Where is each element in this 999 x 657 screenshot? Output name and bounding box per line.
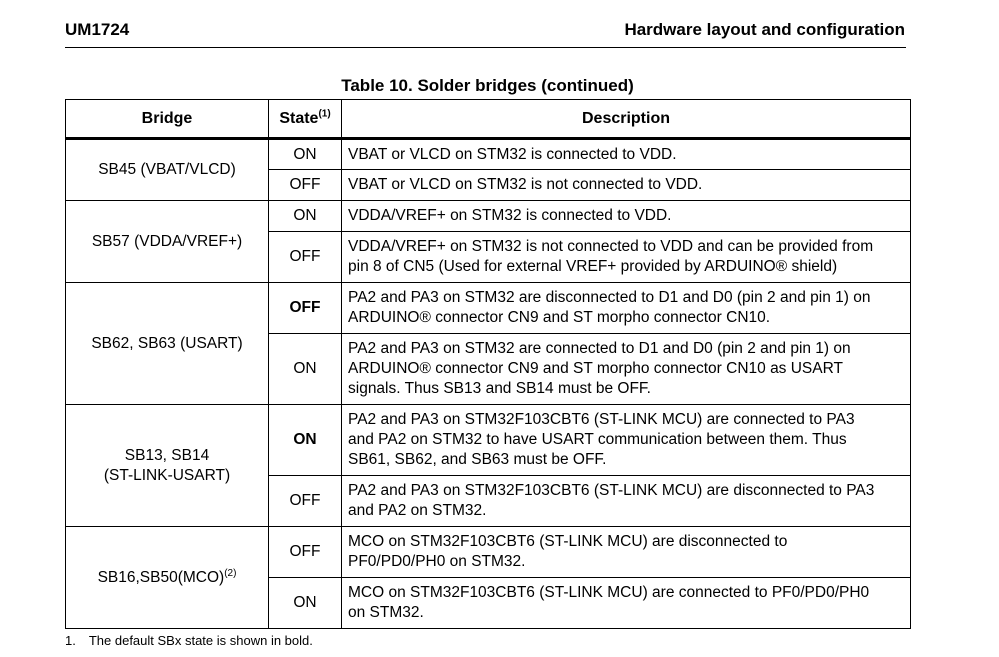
description-line: ARDUINO® connector CN9 and ST morpho connector CN10 as USART	[348, 360, 843, 377]
footnote-number: 1.	[65, 633, 76, 648]
table-caption: Table 10. Solder bridges (continued)	[341, 76, 634, 95]
description-cell	[342, 170, 911, 201]
column-header-state	[269, 100, 342, 139]
state-cell: ON	[269, 201, 342, 232]
description-line: SB61, SB62, and SB63 must be OFF.	[348, 451, 607, 468]
description-line: VDDA/VREF+ on STM32 is not connected to VDD and can be provided from	[348, 238, 874, 255]
description-line: and PA2 on STM32 to have USART communication between them. Thus	[348, 431, 847, 448]
state-cell: ON	[269, 405, 342, 476]
description-cell	[342, 476, 911, 527]
bridge-line: (ST-LINK-USART)	[103, 466, 231, 484]
table-row	[66, 201, 911, 232]
bridge-cell	[66, 527, 269, 629]
header-rule	[65, 47, 906, 48]
bridge-label: SB16,SB50(MCO)	[97, 568, 225, 586]
description-line: pin 8 of CN5 (Used for external VREF+ provided by ARDUINO® shield)	[348, 258, 838, 275]
column-header-bridge: Bridge	[66, 100, 269, 139]
table-footnote	[65, 633, 313, 648]
table-header-row	[66, 100, 911, 139]
description-line: VBAT or VLCD on STM32 is not connected to VDD.	[348, 176, 703, 193]
table-row	[66, 405, 911, 476]
bridge-cell: SB57 (VDDA/VREF+)	[66, 201, 269, 283]
state-cell: OFF	[269, 170, 342, 201]
state-header-footnote-ref: (1)	[318, 108, 331, 120]
table-row	[66, 527, 911, 578]
description-line: MCO on STM32F103CBT6 (ST-LINK MCU) are disconnected to	[348, 533, 788, 550]
description-cell	[342, 232, 911, 283]
state-header-label: State	[279, 109, 319, 127]
description-cell	[342, 139, 911, 170]
state-cell: ON	[269, 334, 342, 405]
description-line: PF0/PD0/PH0 on STM32.	[348, 553, 526, 570]
bridge-cell: SB45 (VBAT/VLCD)	[66, 139, 269, 201]
document-id: UM1724	[65, 20, 130, 39]
description-line: and PA2 on STM32.	[348, 502, 487, 519]
column-header-description: Description	[342, 100, 911, 139]
bridge-footnote-ref: (2)	[224, 567, 237, 579]
description-line: signals. Thus SB13 and SB14 must be OFF.	[348, 380, 651, 397]
solder-bridges-table	[65, 99, 911, 629]
section-title: Hardware layout and configuration	[624, 20, 905, 39]
bridge-cell	[66, 405, 269, 527]
description-cell	[342, 283, 911, 334]
description-cell	[342, 334, 911, 405]
state-cell: ON	[269, 139, 342, 170]
table-row	[66, 283, 911, 334]
description-line: VDDA/VREF+ on STM32 is connected to VDD.	[348, 207, 672, 224]
footnote-text: The default SBx state is shown in bold.	[88, 633, 313, 648]
description-cell	[342, 578, 911, 629]
description-line: ARDUINO® connector CN9 and ST morpho connector CN10.	[348, 309, 771, 326]
description-line: PA2 and PA3 on STM32 are disconnected to D1 and D0 (pin 2 and pin 1) on	[348, 289, 871, 306]
description-line: PA2 and PA3 on STM32 are connected to D1 and D0 (pin 2 and pin 1) on	[348, 340, 851, 357]
state-cell: OFF	[269, 527, 342, 578]
state-cell: OFF	[269, 476, 342, 527]
description-line: PA2 and PA3 on STM32F103CBT6 (ST-LINK MCU) are disconnected to PA3	[348, 482, 875, 499]
state-cell: OFF	[269, 283, 342, 334]
description-cell	[342, 527, 911, 578]
state-cell: OFF	[269, 232, 342, 283]
description-line: MCO on STM32F103CBT6 (ST-LINK MCU) are connected to PF0/PD0/PH0	[348, 584, 870, 601]
state-cell: ON	[269, 578, 342, 629]
table-row	[66, 139, 911, 170]
description-line: VBAT or VLCD on STM32 is connected to VDD.	[348, 145, 677, 163]
description-line: PA2 and PA3 on STM32F103CBT6 (ST-LINK MCU) are connected to PA3	[348, 411, 855, 428]
bridge-line: SB13, SB14	[124, 446, 210, 464]
bridge-cell: SB62, SB63 (USART)	[66, 283, 269, 405]
description-cell	[342, 201, 911, 232]
description-line: on STM32.	[348, 604, 424, 621]
description-cell	[342, 405, 911, 476]
